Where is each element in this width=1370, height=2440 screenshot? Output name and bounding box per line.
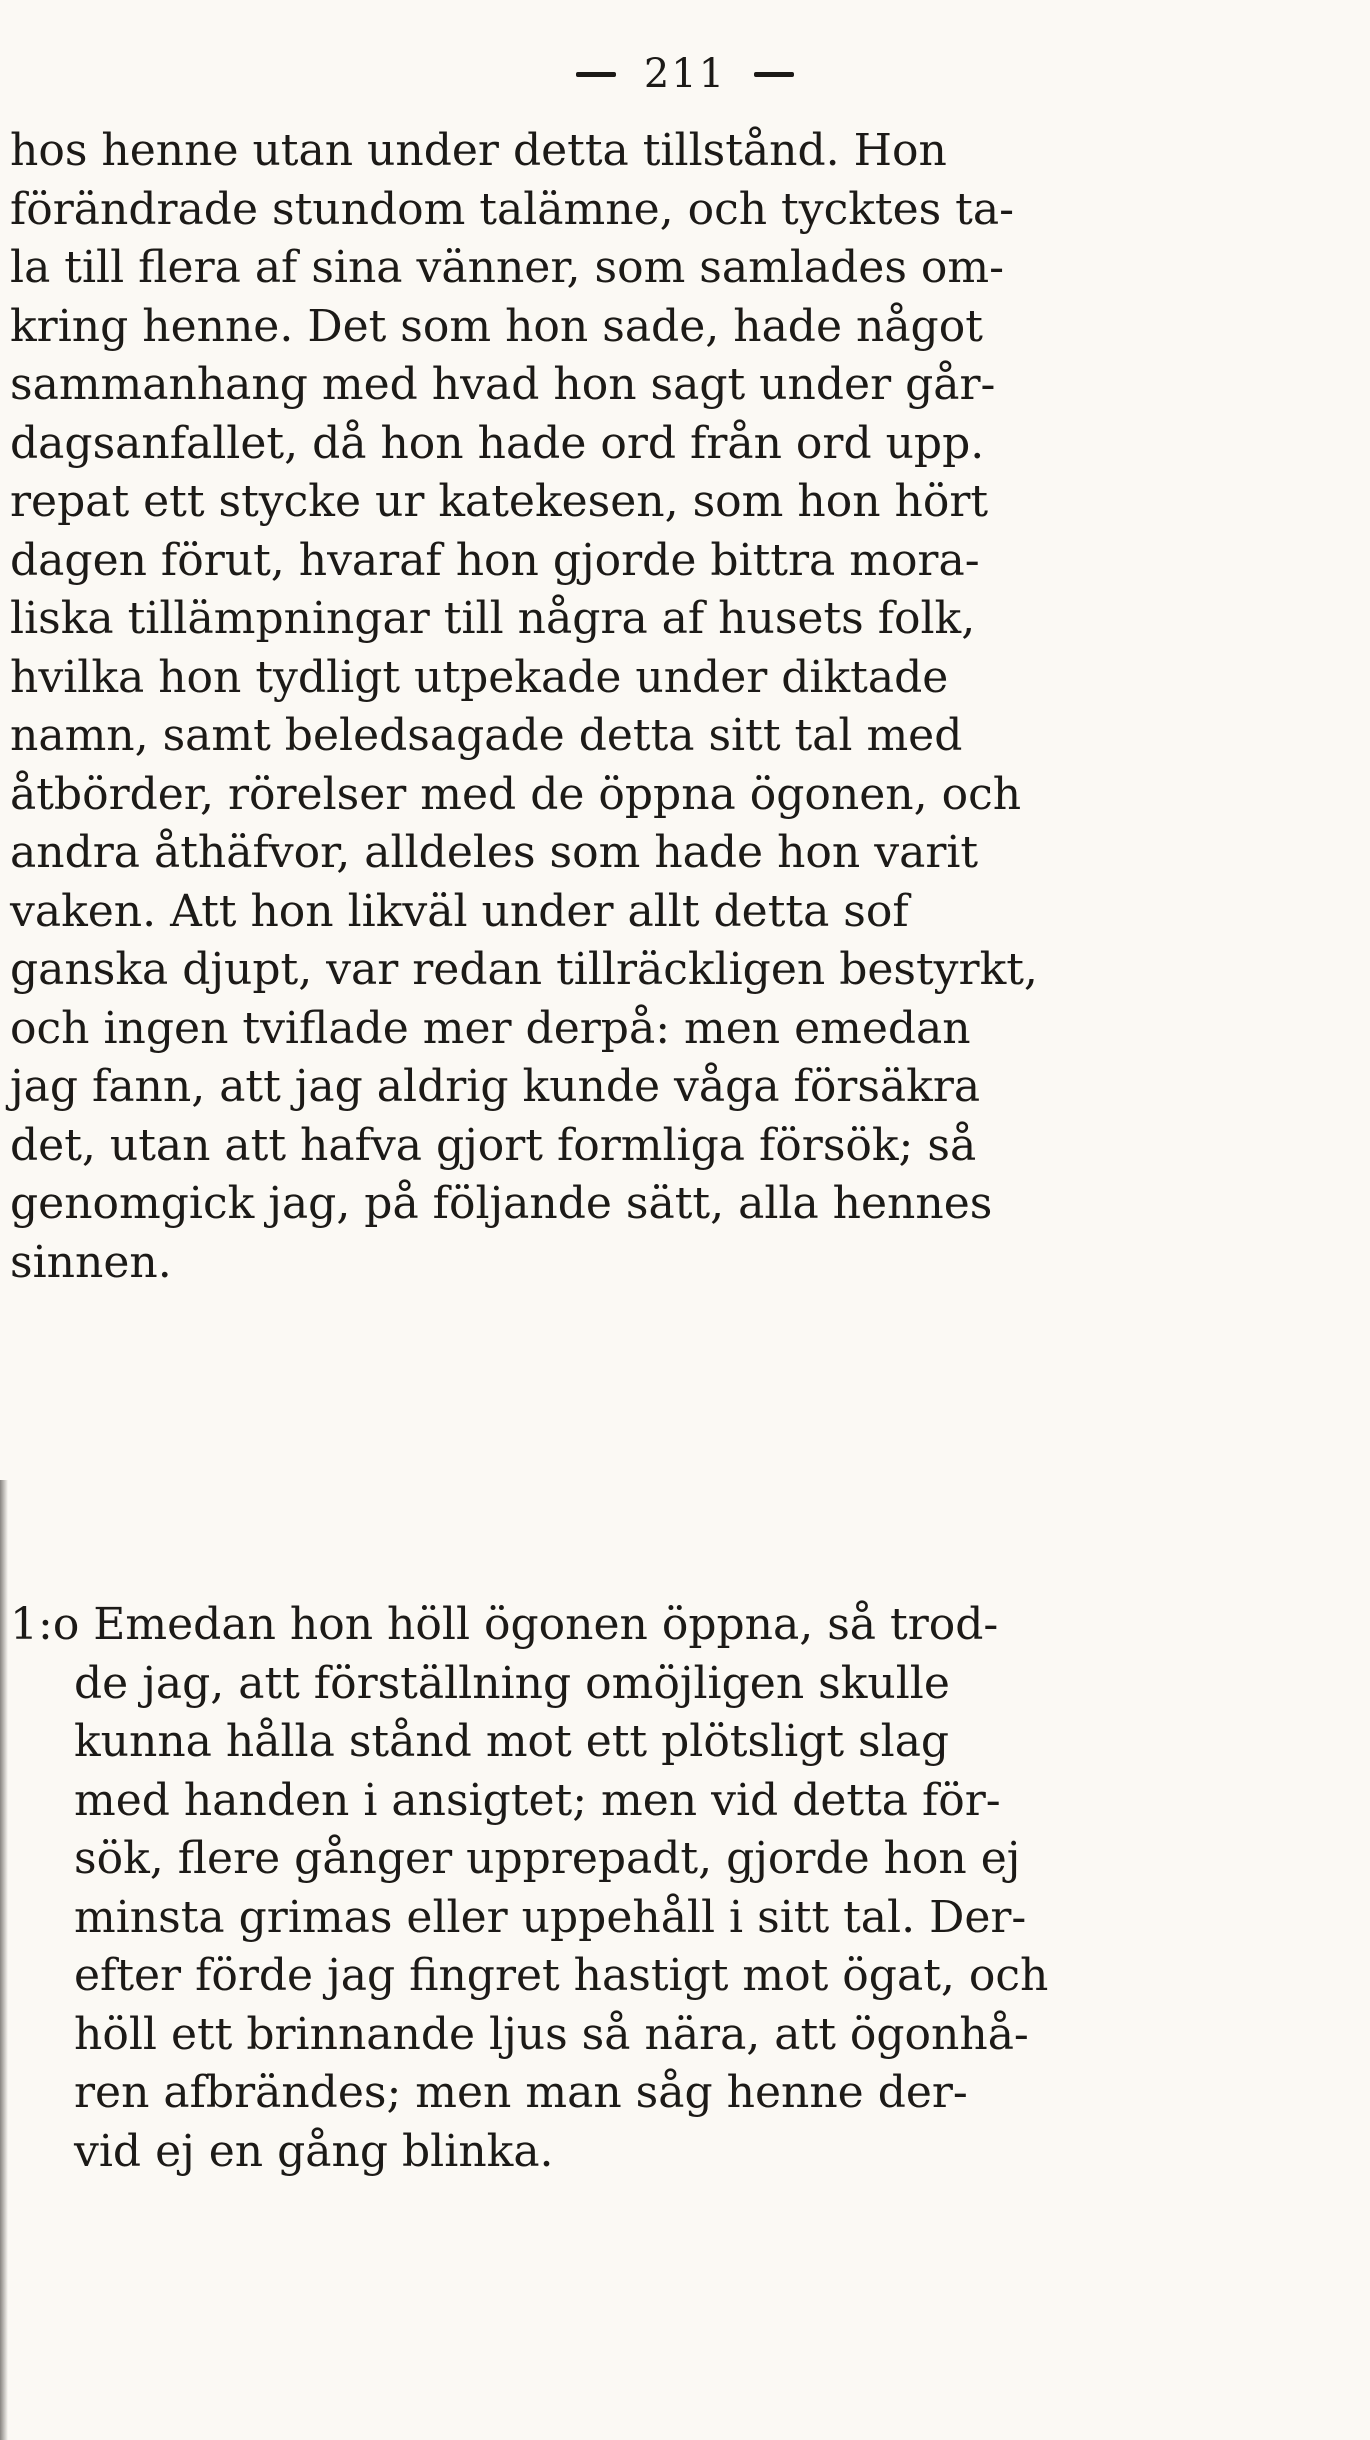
text-line: dagsanfallet, då hon hade ord från ord upp. [10, 417, 985, 469]
header-ornament-left [576, 72, 616, 77]
text-line: efter förde jag fingret hastigt mot ögat, och [74, 1950, 1049, 2001]
text-line: jag fann, att jag aldrig kunde våga försäkra [10, 1061, 981, 1112]
text-line: vid ej en gång blinka. [74, 2125, 554, 2177]
text-line: förändrade stundom talämne, och tycktes ta- [10, 183, 1014, 235]
numbered-paragraph [10, 1596, 1340, 2181]
text-line: 1:o Emedan hon höll ögonen öppna, så trod- [10, 1599, 999, 1650]
text-line: och ingen tviflade mer derpå: men emedan [10, 1002, 971, 1054]
page-binding-edge [0, 1480, 8, 2440]
text-line: kring henne. Det som hon sade, hade något [10, 300, 983, 352]
text-line: repat ett stycke ur katekesen, som hon hört [10, 476, 989, 527]
text-line: kunna hålla stånd mot ett plötsligt slag [74, 1716, 950, 1767]
text-line: genomgick jag, på följande sätt, alla hennes [10, 1178, 993, 1229]
text-line: ren afbrändes; men man såg henne der- [74, 2067, 968, 2118]
page-number: 211 [643, 51, 727, 97]
text-line: sök, flere gånger upprepadt, gjorde hon ej [74, 1833, 1021, 1884]
text-line: andra åthäfvor, alldeles som hade hon varit [10, 827, 979, 878]
text-line: höll ett brinnande ljus så nära, att ögonhå- [74, 2008, 1029, 2060]
text-line: liska tillämpningar till några af husets folk, [10, 593, 976, 644]
text-line: la till flera af sina vänner, som samlades om- [10, 242, 1004, 293]
text-line: åtbörder, rörelser med de öppna ögonen, och [10, 768, 1022, 820]
text-line: minsta grimas eller uppehåll i sitt tal. Der- [74, 1891, 1027, 1943]
main-paragraph [10, 122, 1340, 1292]
text-line: hvilka hon tydligt utpekade under diktade [10, 651, 949, 703]
text-line: sammanhang med hvad hon sagt under går- [10, 359, 996, 410]
text-line: namn, samt beledsagade detta sitt tal med [10, 710, 963, 761]
text-line: det, utan att hafva gjort formliga försök; så [10, 1119, 977, 1171]
text-line: sinnen. [10, 1236, 172, 1288]
header-ornament-right [754, 72, 794, 77]
text-line: vaken. Att hon likväl under allt detta sof [10, 885, 909, 937]
text-line: hos henne utan under detta tillstånd. Hon [10, 125, 947, 176]
text-line: ganska djupt, var redan tillräckligen bestyrkt, [10, 944, 1038, 995]
text-line: de jag, att förställning omöjligen skulle [74, 1657, 950, 1709]
page-header [0, 44, 1370, 104]
text-line: dagen förut, hvaraf hon gjorde bittra mora- [10, 534, 980, 586]
text-line: med handen i ansigtet; men vid detta för- [74, 1774, 1001, 1826]
